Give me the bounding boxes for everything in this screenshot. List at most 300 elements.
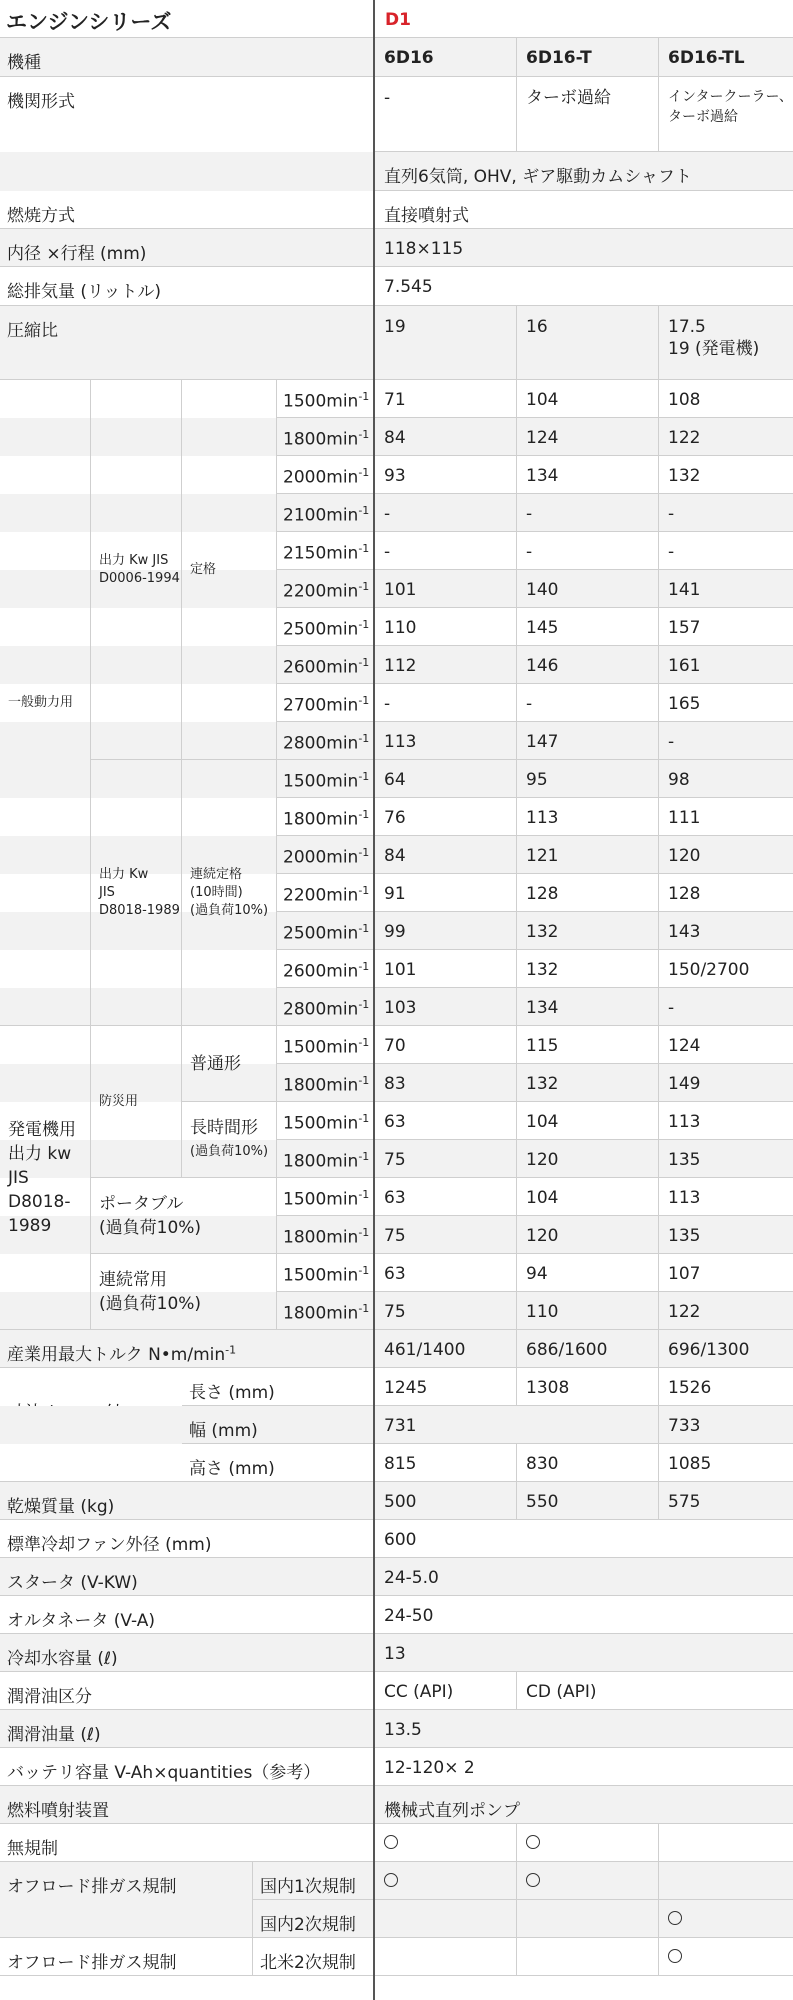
rpm-cell [277,836,375,874]
engine-type-value [517,77,659,152]
power-value [659,494,793,532]
rpm-value: 2500 [283,923,327,944]
rpm-value: 2800 [283,733,327,754]
rpm-unit: min [326,771,359,792]
cell-text: D1 [385,10,411,30]
label-line: 出力 Kw [99,866,149,882]
na2-label [253,1938,375,1976]
power-value [375,950,517,988]
cell-text: 燃焼方式 [7,206,75,226]
cell-text: - [668,998,675,1018]
cell-text: 内径 ×行程 (mm) [7,244,147,264]
cell-text: 産業用最大トルク N•m/min [7,1345,226,1365]
cell-text: エンジンシリーズ [6,10,172,34]
rpm-value: 2000 [283,847,327,868]
rpm-exponent: -1 [358,770,370,783]
cell-text: 76 [384,808,406,828]
cell-text: 132 [526,1074,559,1094]
cell-text: 161 [668,656,701,676]
cell-text: 120 [526,1150,559,1170]
generator-label [0,1026,91,1330]
power-value [659,1292,793,1330]
power-value [659,874,793,912]
power-value [517,988,659,1026]
cell-text: - [384,542,391,562]
label-line: D0006-1994 [99,570,180,586]
label-line: 出力 kw [8,1143,72,1164]
cell-text: - [668,542,675,562]
rpm-unit: min [326,391,359,412]
cell-text: 686/1600 [526,1340,608,1360]
rpm-cell [277,1026,375,1064]
rpm-value: 1800 [283,809,327,830]
cell-text: インタークーラー、 ターボ過給 [668,89,793,125]
rpm-cell [277,912,375,950]
portable-label [91,1178,277,1254]
power-value [375,988,517,1026]
rpm-value: 2500 [283,619,327,640]
rpm-unit: min [326,1151,359,1172]
power-value [517,760,659,798]
power-value [659,532,793,570]
rpm-exponent: -1 [358,732,370,745]
rpm-value: 1500 [283,771,327,792]
cell-text: - [668,732,675,752]
cell-text: 12-120× 2 [384,1758,475,1778]
model-header [517,38,659,77]
cell-text: 一般動力用 [8,694,74,710]
offroad-label-1 [0,1862,253,1938]
cell-text: 75 [384,1226,406,1246]
rpm-exponent: -1 [358,960,370,973]
power-value [659,1064,793,1102]
rpm-exponent: -1 [358,808,370,821]
power-value [375,912,517,950]
compression-value [659,306,793,380]
cell-text: 122 [668,1302,701,1322]
compression-value [517,306,659,380]
cell-text: 63 [384,1264,406,1284]
cell-text: 150/2700 [668,960,750,980]
cell-text: 75 [384,1150,406,1170]
label-line: ポータブル [99,1193,184,1214]
row-label-torque [0,1330,375,1368]
cell-text: 157 [668,618,701,638]
rpm-cell [277,1216,375,1254]
rpm-value: 1800 [283,1227,327,1248]
width-value [375,1406,659,1444]
rpm-value: 1800 [283,1151,327,1172]
fan-diameter-value [375,1520,793,1558]
power-value [659,570,793,608]
cell-text: - [526,694,533,714]
rpm-exponent: -1 [358,1264,370,1277]
power-value [517,1140,659,1178]
rpm-unit: min [326,581,359,602]
cell-text: 94 [526,1264,548,1284]
cell-text: 1245 [384,1378,428,1398]
power-value [517,494,659,532]
label-line: D8018- [8,1191,71,1212]
cell-text: 113 [526,808,559,828]
cell-text: 99 [384,922,406,942]
power-value [375,1216,517,1254]
power-value [375,494,517,532]
cell-text: 無規制 [7,1839,58,1859]
cell-text: 600 [384,1530,417,1550]
row-label-starter [0,1558,375,1596]
rpm-value: 2700 [283,695,327,716]
cell-text: 標準冷却ファン外径 (mm) [7,1535,212,1555]
cell-text: 84 [384,846,406,866]
rpm-exponent: -1 [358,580,370,593]
power-value [517,950,659,988]
cell-text: 107 [668,1264,701,1284]
cell-text: 118×115 [384,239,464,259]
general-power-label [0,380,91,1026]
cell-text: 63 [384,1112,406,1132]
label-line: 出力 Kw JIS [99,552,169,568]
cell-text: 101 [384,580,417,600]
cell-text: 国内1次規制 [260,1877,356,1897]
power-value [517,456,659,494]
row-label-injection [0,1786,375,1824]
rpm-cell [277,608,375,646]
cell-text: 6D16-TL [668,48,745,68]
power-value [659,1254,793,1292]
power-value [375,532,517,570]
power-value [517,1216,659,1254]
cell-text: CD (API) [526,1682,597,1702]
row-label-no-regulation [0,1824,375,1862]
cell-text: 115 [526,1036,559,1056]
rpm-unit: min [326,961,359,982]
rpm-unit: min [326,619,359,640]
dry-mass-value [375,1482,517,1520]
cell-text: 6D16-T [526,48,592,68]
label-line: 1989 [8,1215,52,1236]
cell-text: 24-5.0 [384,1568,439,1588]
rpm-unit: min [326,1189,359,1210]
cell-text: 128 [668,884,701,904]
continuous-label [182,760,277,1026]
label-line: (過負荷10%) [190,1143,269,1159]
rpm-exponent: -1 [358,694,370,707]
power-value [659,1178,793,1216]
cell-text: 111 [668,808,701,828]
rpm-value: 1800 [283,1303,327,1324]
power-value [659,1140,793,1178]
cell-text: - [384,88,391,108]
cell-text: 70 [384,1036,406,1056]
cell-text: 830 [526,1454,559,1474]
rpm-value: 2800 [283,999,327,1020]
cell-text: 128 [526,884,559,904]
cell-text: 733 [668,1416,701,1436]
model-header [659,38,793,77]
rpm-value: 2600 [283,961,327,982]
row-label-lubricant-class [0,1672,375,1710]
cell-text: 71 [384,390,406,410]
power-value [659,684,793,722]
regulation-mark-cell [517,1938,659,1976]
power-value [375,874,517,912]
cell-text: 93 [384,466,406,486]
rpm-exponent: -1 [358,656,370,669]
cell-text: 103 [384,998,417,1018]
engine-type-common [375,152,793,191]
power-value [659,988,793,1026]
cell-text: - [384,694,391,714]
circle-mark-icon [384,1835,398,1849]
displacement-value [375,267,793,306]
rpm-unit: min [326,923,359,944]
rpm-exponent: -1 [358,1226,370,1239]
torque-exponent: -1 [225,1343,237,1357]
power-value [375,836,517,874]
cell-text: 高さ (mm) [189,1459,275,1479]
height-value [375,1444,517,1482]
rpm-cell [277,950,375,988]
rpm-unit: min [326,733,359,754]
cell-text: 461/1400 [384,1340,466,1360]
rpm-unit: min [326,847,359,868]
power-value [517,684,659,722]
power-value [659,646,793,684]
rpm-cell [277,988,375,1026]
power-value [375,608,517,646]
cell-text: 696/1300 [668,1340,750,1360]
power-value [659,1216,793,1254]
regulation-mark-cell [517,1862,659,1900]
cell-text: 83 [384,1074,406,1094]
rpm-unit: min [326,999,359,1020]
cell-text: 乾燥質量 (kg) [7,1497,115,1517]
rpm-unit: min [326,1075,359,1096]
cell-text: 124 [668,1036,701,1056]
circle-mark-icon [668,1949,682,1963]
series-label [375,0,793,38]
regulation-mark-cell [375,1824,517,1862]
long-type-label [182,1102,277,1178]
power-value [517,912,659,950]
row-label-lubricant-volume [0,1710,375,1748]
combustion-value [375,191,793,229]
power-value [517,1178,659,1216]
height-value [517,1444,659,1482]
rpm-cell [277,1292,375,1330]
row-label-combustion [0,191,375,229]
power-value [517,532,659,570]
cell-text: 13.5 [384,1720,422,1740]
cell-text: 132 [668,466,701,486]
cell-text: - [526,542,533,562]
power-value [517,798,659,836]
cell-text: 146 [526,656,559,676]
row-label-alternator [0,1596,375,1634]
rpm-cell [277,570,375,608]
cell-text: 24-50 [384,1606,434,1626]
rpm-unit: min [326,657,359,678]
cell-text: 圧縮比 [7,321,58,341]
power-value [517,722,659,760]
rpm-cell [277,456,375,494]
cell-text: 直接噴射式 [384,206,469,226]
rpm-cell [277,1064,375,1102]
rpm-exponent: -1 [358,428,370,441]
rpm-exponent: -1 [358,542,370,555]
power-value [659,722,793,760]
label-line: 連続常用 [99,1269,167,1290]
rpm-exponent: -1 [358,1074,370,1087]
regulation-mark-cell [659,1900,793,1938]
rpm-exponent: -1 [358,846,370,859]
rpm-exponent: -1 [358,1036,370,1049]
cell-text: 132 [526,960,559,980]
label-line: D8018-1989 [99,902,180,918]
cell-text: 122 [668,428,701,448]
engine-type-value [659,77,793,152]
cell-text: 19 [384,317,406,337]
length-value [517,1368,659,1406]
regulation-mark-cell [659,1862,793,1900]
rpm-unit: min [326,1037,359,1058]
rpm-exponent: -1 [358,618,370,631]
output-jis1989-label [91,760,182,1026]
cell-text: 国内2次規制 [260,1915,356,1935]
cell-text: 潤滑油量 (ℓ) [7,1725,101,1745]
rpm-exponent: -1 [358,1188,370,1201]
dry-mass-value [659,1482,793,1520]
cell-text: 165 [668,694,701,714]
row-label-model [0,38,375,77]
cell-text: 17.5 19 (発電機) [668,317,760,359]
cell-text: 135 [668,1226,701,1246]
rpm-cell [277,1178,375,1216]
power-value [375,646,517,684]
power-value [375,1102,517,1140]
cell-text: 149 [668,1074,701,1094]
bore-stroke-value [375,229,793,267]
power-value [659,836,793,874]
cell-text: 108 [668,390,701,410]
output-jis1994-label [91,380,182,760]
circle-mark-icon [668,1911,682,1925]
starter-value [375,1558,793,1596]
label-line: (過負荷10%) [99,1217,202,1238]
rpm-value: 2200 [283,581,327,602]
rpm-value: 1500 [283,391,327,412]
power-value [659,456,793,494]
cell-text: 7.545 [384,277,433,297]
power-value [517,646,659,684]
circle-mark-icon [526,1835,540,1849]
rpm-unit: min [326,1227,359,1248]
cell-text: 113 [668,1188,701,1208]
label-line: JIS [99,884,115,900]
power-value [375,798,517,836]
width-label [182,1406,375,1444]
power-value [375,380,517,418]
rpm-unit: min [326,885,359,906]
regulation-mark-cell [517,1900,659,1938]
rpm-exponent: -1 [358,884,370,897]
offroad-label-2 [0,1938,253,1976]
rpm-cell [277,380,375,418]
lubricant-volume-value [375,1710,793,1748]
rpm-exponent: -1 [358,1150,370,1163]
compression-value [375,306,517,380]
row-label-compression [0,306,375,380]
rpm-value: 1500 [283,1113,327,1134]
cell-text: - [526,504,533,524]
cell-text: 121 [526,846,559,866]
cell-text: 550 [526,1492,559,1512]
cell-text: 定格 [190,561,217,577]
cell-text: スタータ (V-KW) [7,1573,138,1593]
row-label-displacement [0,267,375,306]
power-value [517,874,659,912]
height-label [182,1444,375,1482]
cell-text: CC (API) [384,1682,454,1702]
power-value [517,1254,659,1292]
rpm-cell [277,1102,375,1140]
cell-text: 北米2次規制 [260,1953,356,1973]
cell-text: 500 [384,1492,417,1512]
power-value [517,570,659,608]
length-label [182,1368,375,1406]
cell-text: 124 [526,428,559,448]
row-label-bore-stroke [0,229,375,267]
cell-text: 1526 [668,1378,712,1398]
rpm-cell [277,532,375,570]
battery-value [375,1748,793,1786]
torque-value [517,1330,659,1368]
rpm-exponent: -1 [358,1112,370,1125]
normal-type-label [182,1026,277,1102]
power-value [517,380,659,418]
rpm-value: 2600 [283,657,327,678]
cell-text: 潤滑油区分 [7,1687,92,1707]
rpm-cell [277,722,375,760]
rpm-value: 2000 [283,467,327,488]
torque-value [659,1330,793,1368]
lubricant-class-value [375,1672,517,1710]
cell-text: 64 [384,770,406,790]
rpm-exponent: -1 [358,922,370,935]
rpm-exponent: -1 [358,390,370,403]
rpm-unit: min [326,1303,359,1324]
cell-text: 燃料噴射装置 [7,1801,109,1821]
cell-text: 104 [526,390,559,410]
cell-text: - [668,504,675,524]
cell-text: 110 [526,1302,559,1322]
cell-text: 直列6気筒, OHV, ギア駆動カムシャフト [384,167,692,187]
regulation-mark-cell [517,1824,659,1862]
cell-text: 145 [526,618,559,638]
label-line: 長時間形 [190,1117,258,1138]
cell-text: 575 [668,1492,701,1512]
rated-label [182,380,277,760]
cell-text: 総排気量 (リットル) [7,282,161,302]
length-value [375,1368,517,1406]
cell-text: 98 [668,770,690,790]
cell-text: 機種 [7,53,41,73]
rpm-unit: min [326,1265,359,1286]
cell-text: 幅 (mm) [189,1421,258,1441]
power-value [659,418,793,456]
power-value [375,1026,517,1064]
